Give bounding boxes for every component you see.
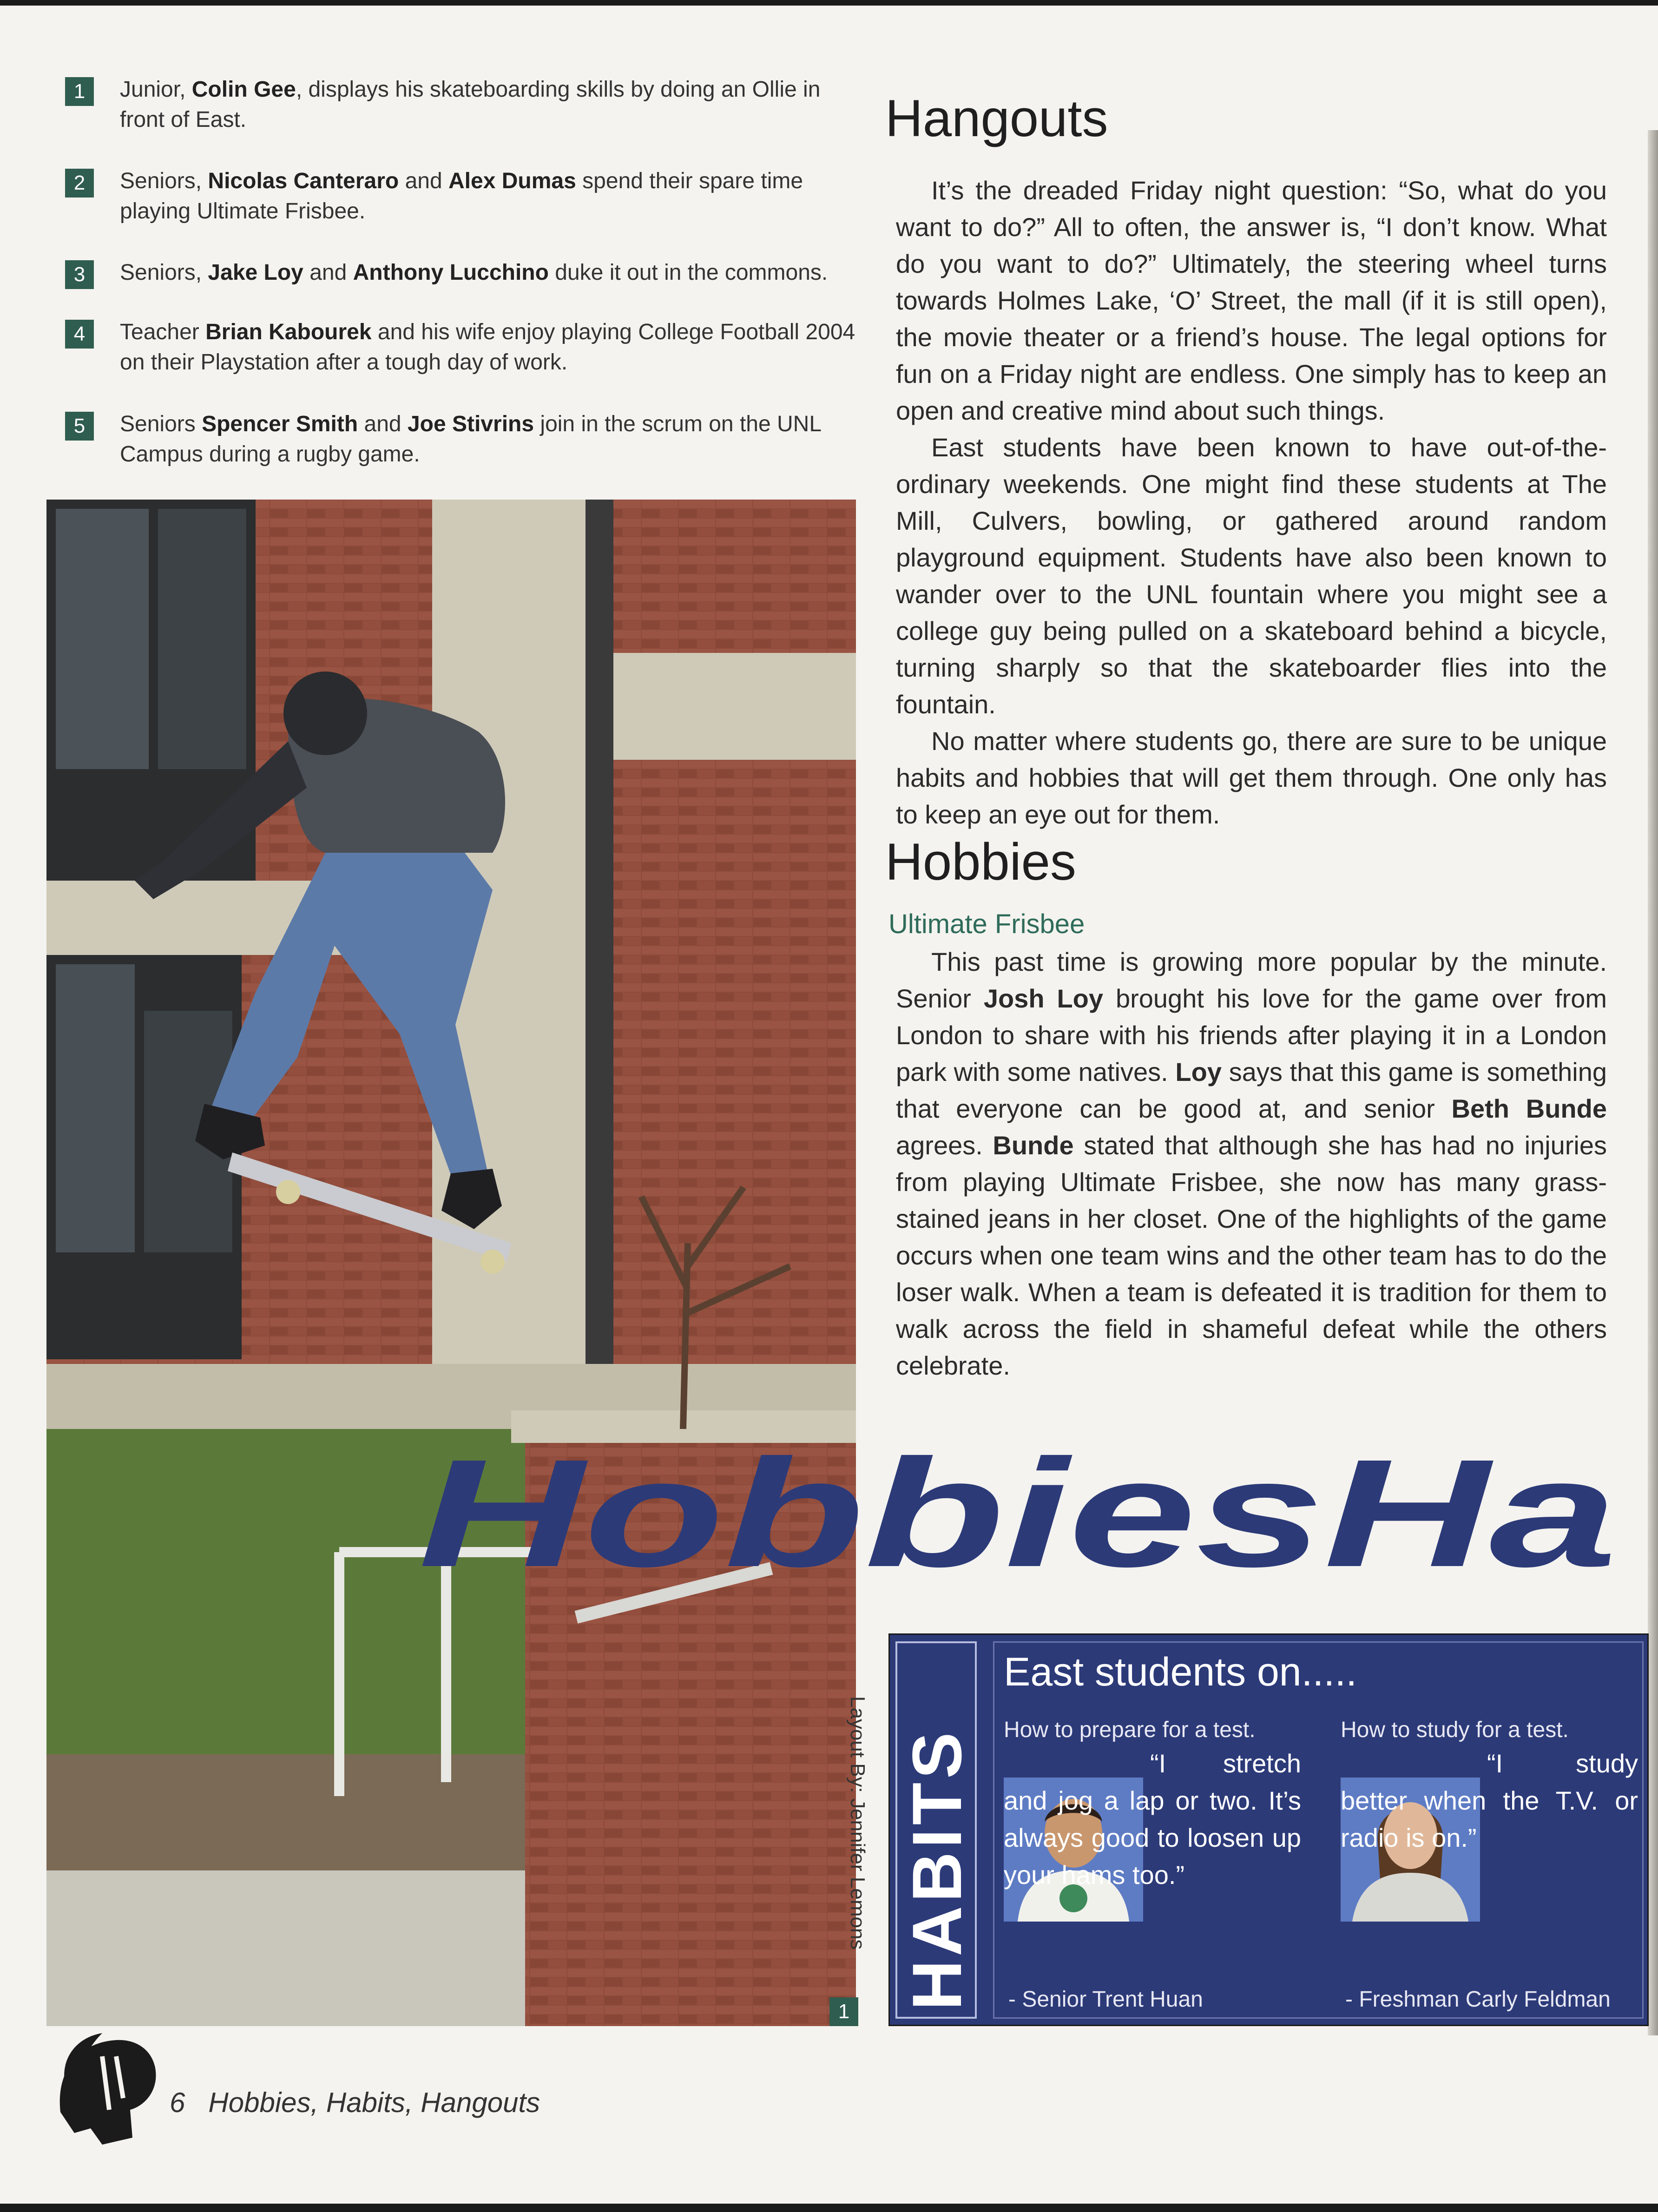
caption-2 xyxy=(65,166,860,257)
hangouts-paragraph-2: East students have been known to have out-of-the-ordinary weekends. One might find these students at The Mill, Culvers, bowling, or gathered around random playground equipment. Students have also been known to wander over to the UNL fountain where you might see a college guy being pulled on a skateboard behind a bicycle, turning sharply so that the skateboarder flies into the fountain. xyxy=(896,433,1607,719)
caption-number: 5 xyxy=(65,412,94,441)
right-quote-block xyxy=(1341,1745,1638,1856)
page-footer xyxy=(170,2087,540,2119)
caption-number: 2 xyxy=(65,169,94,198)
skateboarder-illustration xyxy=(46,500,856,2026)
caption-4 xyxy=(65,317,860,409)
hangouts-body xyxy=(896,172,1607,833)
big-title-text: HobbiesHa xyxy=(418,1427,1617,1599)
hangouts-paragraph-1: It’s the dreaded Friday night question: “So, what do you want to do?” All to often, the answer is, “I don’t know. What do you want to do?” Ultimately, the steering wheel turns towards Holmes Lake, ‘O’ Street, the mall (if it is still open), the movie theater or a friend’s house. The legal options for fun on a Friday night are endless. One simply has to keep an open and creative mind about such things. xyxy=(896,176,1607,425)
caption-number: 3 xyxy=(65,260,94,289)
caption-text: Seniors, Nicolas Canteraro and Alex Dumas spend their spare time playing Ultimate Frisbee. xyxy=(120,169,803,224)
hobbies-paragraph: This past time is growing more popular by the minute. Senior Josh Loy brought his love for the game over from London to share with his friends after playing it in a London park with some natives. Loy says that this game is something that everyone can be good at, and senior Beth Bunde agrees. Bunde stated that although she has had no injuries from playing Ultimate Frisbee, she now has many grass-stained jeans in her closet. One of the highlights of the game occurs when one team wins and the other team has to do the loser walk. When a team is defeated it is tradition for them to walk across the field in shameful defeat while the others celebrate. xyxy=(896,947,1607,1380)
spartan-helmet-icon xyxy=(46,2028,163,2149)
hobbies-heading: Hobbies xyxy=(885,833,1076,891)
skateboard-photo xyxy=(46,500,856,2026)
habits-side-label xyxy=(895,1641,977,2019)
habits-left-column xyxy=(1004,1717,1301,2012)
hangouts-paragraph-3: No matter where students go, there are sure to be unique habits and hobbies that will get them through. One only has to keep an eye out for them. xyxy=(896,726,1607,829)
caption-text: Junior, Colin Gee, displays his skateboarding skills by doing an Ollie in front of East. xyxy=(120,77,821,132)
habits-right-column xyxy=(1341,1717,1638,2012)
caption-text: Seniors, Jake Loy and Anthony Lucchino duke it out in the commons. xyxy=(120,260,828,285)
ultimate-frisbee-subheading: Ultimate Frisbee xyxy=(888,909,1085,939)
caption-5 xyxy=(65,409,860,469)
left-attribution: - Senior Trent Huan xyxy=(1008,1987,1203,2012)
habits-side-text: HABITS xyxy=(898,1728,976,2010)
right-quote: “I study better when the T.V. or radio is on.” xyxy=(1341,1749,1638,1852)
layout-credit-text: Layout By: Jennifer Lemons xyxy=(846,1696,869,1950)
caption-number: 1 xyxy=(65,77,94,106)
habits-content xyxy=(993,1641,1644,2019)
bottom-scan-edge xyxy=(0,2204,1658,2212)
photo-captions xyxy=(65,74,860,469)
right-attribution: - Freshman Carly Feldman xyxy=(1345,1987,1611,2012)
left-quote-block xyxy=(1004,1745,1301,1894)
right-scan-edge xyxy=(1648,130,1658,2035)
hobbies-habits-title-art xyxy=(414,1413,1622,1608)
caption-number: 4 xyxy=(65,320,94,349)
habits-box xyxy=(888,1633,1649,2026)
left-question: How to prepare for a test. xyxy=(1004,1718,1256,1742)
right-question: How to study for a test. xyxy=(1341,1718,1569,1742)
top-scan-edge xyxy=(0,0,1658,6)
caption-3 xyxy=(65,257,860,317)
caption-text: Teacher Brian Kabourek and his wife enjoy playing College Football 2004 on their Playstation after a tough day of work. xyxy=(120,320,855,375)
habits-title: East students on..... xyxy=(1004,1650,1357,1694)
hangouts-heading: Hangouts xyxy=(885,89,1108,147)
page-number: 6 xyxy=(170,2087,185,2118)
photo-number-badge: 1 xyxy=(829,1997,858,2026)
section-name: Hobbies, Habits, Hangouts xyxy=(208,2087,540,2118)
left-quote: “I stretch and jog a lap or two. It’s always good to loosen up your hams too.” xyxy=(1004,1749,1301,1889)
caption-text: Seniors Spencer Smith and Joe Stivrins join in the scrum on the UNL Campus during a rugby game. xyxy=(120,412,821,467)
caption-1 xyxy=(65,74,860,166)
hobbies-body xyxy=(896,943,1607,1384)
